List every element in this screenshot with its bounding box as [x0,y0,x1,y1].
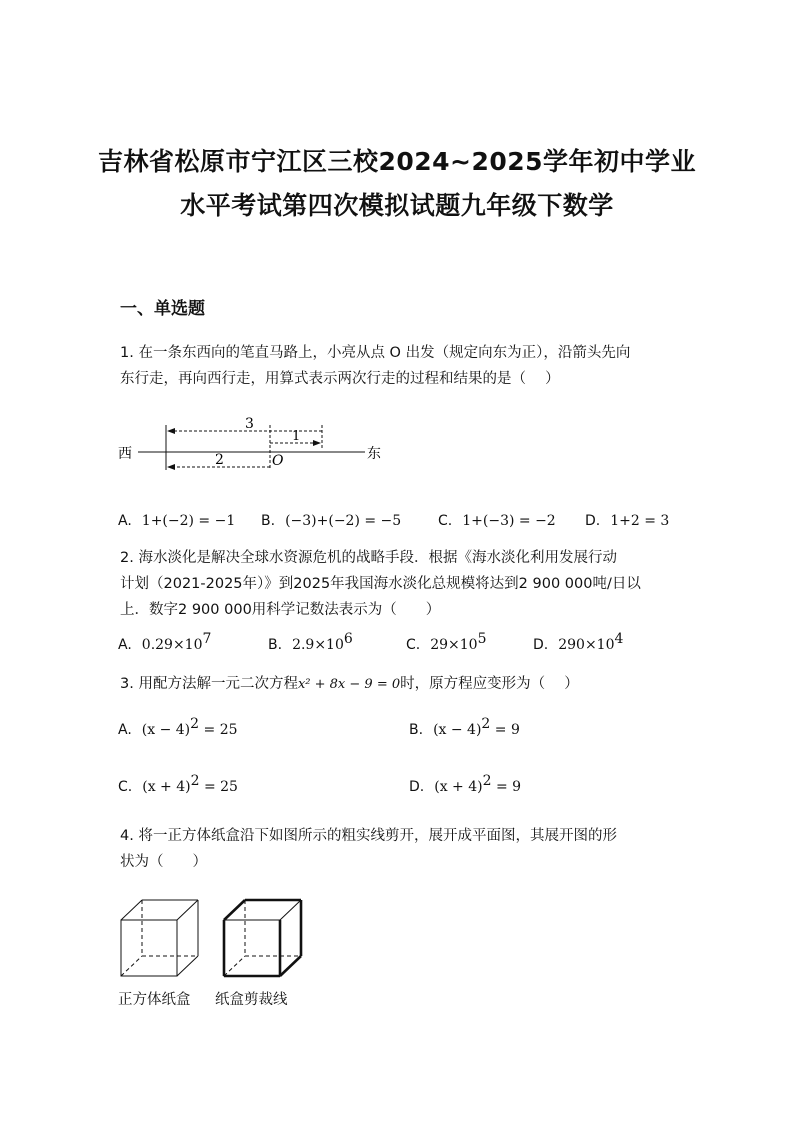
question-1-line-2: 东行走，再向西行走，用算式表示两次行走的过程和结果的是（ ） [120,371,560,387]
arrow-1-label: 1 [292,429,301,444]
question-3-equation: x² + 8x − 9 = 0 [297,677,401,692]
q1-option-c[interactable]: C. 1+(−3) = −2 [438,513,556,529]
page-title-line-2: 水平考试第四次模拟试题九年级下数学 [180,191,614,220]
q2-option-b[interactable]: B. $2.9\times 10^6$ [268,631,353,653]
q3-option-c[interactable]: C. $(x + 4)^2 = 25$ [118,773,238,795]
question-3 [120,671,720,698]
question-4-line-1: 4. 将一正方体纸盒沿下如图所示的粗实线剪开，展开成平面图，其展开图的形 [120,828,617,844]
q2-option-d[interactable]: D. $290\times 10^4$ [533,631,624,653]
question-1-line-1: 1. 在一条东西向的笔直马路上，小亮从点 O 出发（规定向东为正），沿箭头先向 [120,345,631,361]
question-2 [120,545,680,623]
q3-option-d[interactable]: D. $(x + 4)^2 = 9$ [409,773,522,795]
q1-option-b[interactable]: B. (−3)+(−2) = −5 [261,513,402,529]
question-1 [120,340,680,392]
caption-cube: 正方体纸盒 [118,992,191,1008]
arrow-2-label: 2 [215,452,224,468]
q3-option-b[interactable]: B. $(x - 4)^2 = 9$ [409,716,520,738]
west-label: 西 [118,446,132,462]
q2-option-c[interactable]: C. $29\times 10^5$ [406,631,487,653]
question-4 [120,823,680,875]
q1-option-a[interactable]: A. 1+(−2) = −1 [118,513,236,529]
page-title-line-1: 吉林省松原市宁江区三校2024~2025学年初中学业 [97,147,697,176]
question-2-line-1: 2. 海水淡化是解决全球水资源危机的战略手段．根据《海水淡化利用发展行动 [120,550,617,566]
caption-cut-lines: 纸盒剪裁线 [215,992,288,1008]
question-2-line-3: 上．数字2 900 000用科学记数法表示为（ ） [120,602,441,618]
origin-label: O [272,453,284,469]
section-heading: 一、单选题 [120,299,205,319]
cube-cut-figure [224,900,301,976]
q2-option-a[interactable]: A. $0.29\times 10^7$ [118,631,212,653]
arrow-3-label: 3 [245,416,254,432]
question-2-line-2: 计划（2021-2025年）》到2025年我国海水淡化总规模将达到2 900 000吨/日以 [120,576,641,592]
question-3-prefix: 3. 用配方法解一元二次方程 [120,676,298,692]
cube-figure [121,900,198,976]
q1-option-d[interactable]: D. 1+2 = 3 [585,513,670,529]
q3-option-a[interactable]: A. $(x - 4)^2 = 25$ [118,716,238,738]
east-label: 东 [367,446,381,462]
question-3-suffix: 时，原方程应变形为（ ） [400,676,579,692]
question-4-line-2: 状为（ ） [120,854,207,870]
